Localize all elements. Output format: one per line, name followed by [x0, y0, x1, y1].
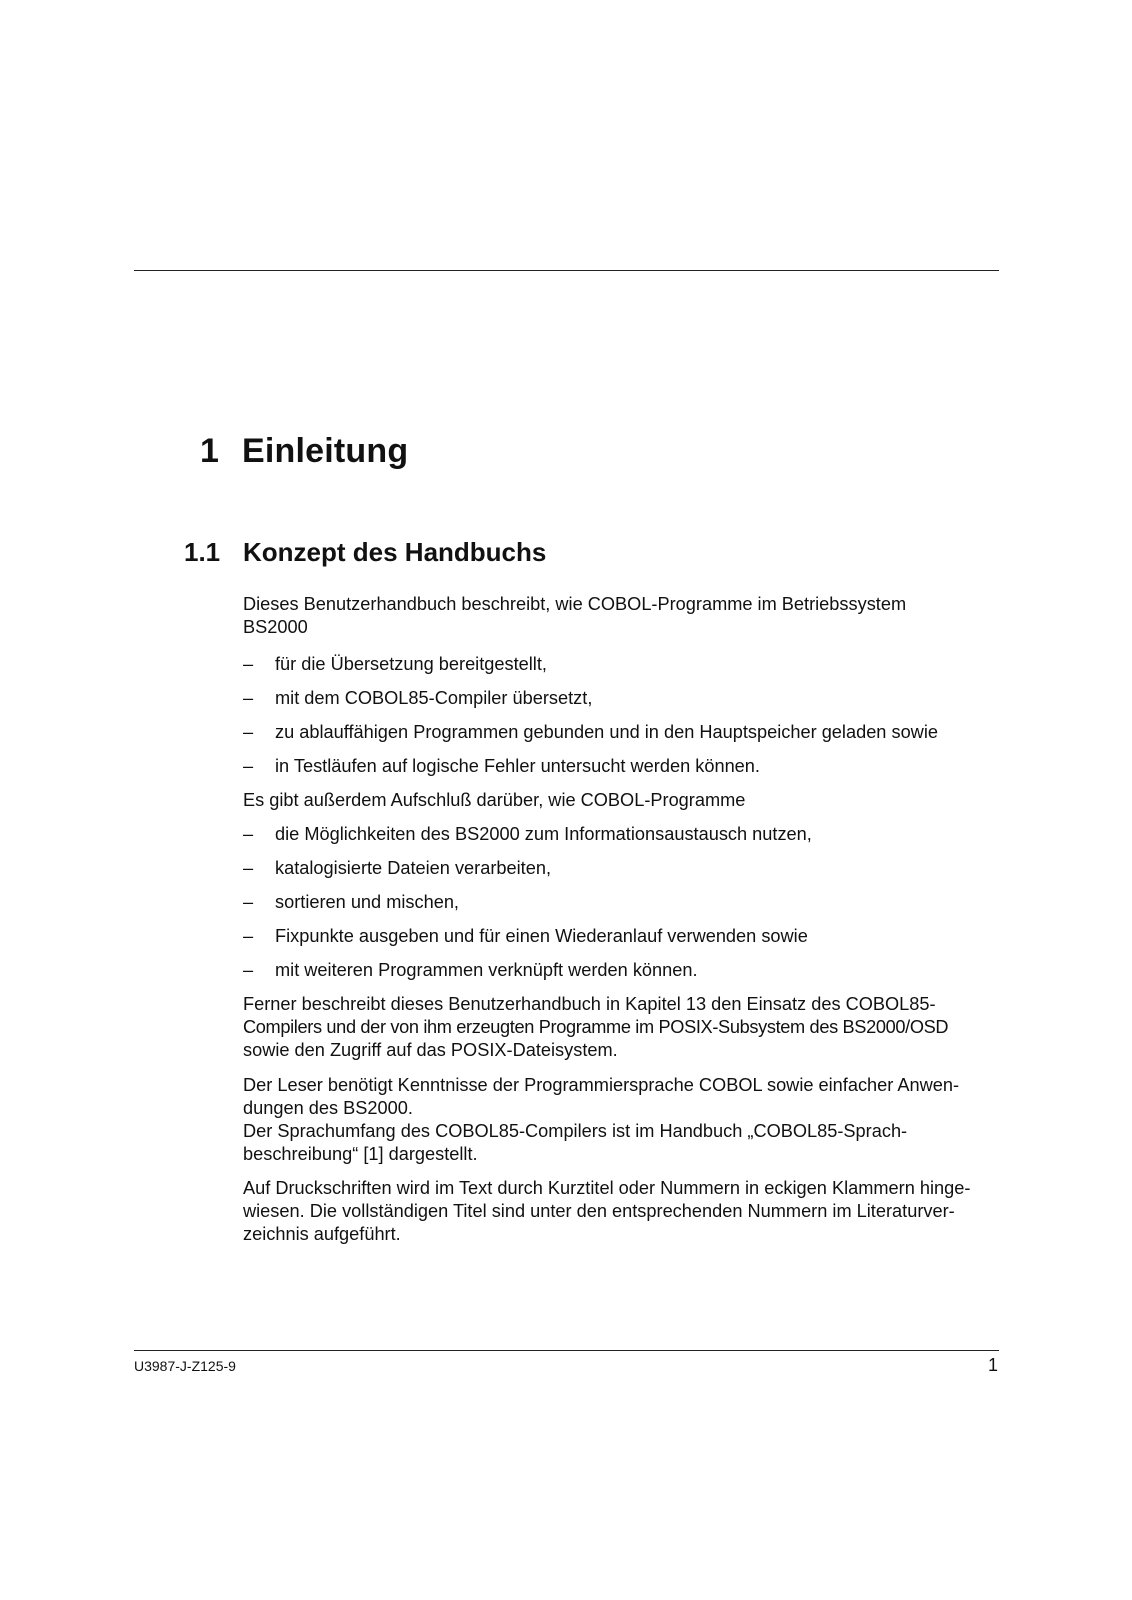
chapter-title	[200, 432, 408, 471]
list-item-text: sortieren und mischen,	[275, 892, 459, 912]
dash-marker: –	[243, 926, 254, 946]
list-item	[243, 891, 1003, 925]
section-title	[184, 537, 546, 568]
section-title-text: Konzept des Handbuchs	[243, 537, 547, 567]
info-paragraph	[243, 789, 1003, 812]
intro-line: Dieses Benutzerhandbuch beschreibt, wie COBOL-Programme im Betriebssystem	[243, 594, 907, 614]
paragraph-line: Auf Druckschriften wird im Text durch Kurztitel oder Nummern in eckigen Klammern hinge-	[243, 1178, 971, 1198]
list-item-text: in Testläufen auf logische Fehler untersucht werden können.	[275, 756, 760, 776]
intro-line: BS2000	[243, 617, 308, 637]
paragraph-line: zeichnis aufgeführt.	[243, 1224, 401, 1244]
list-item-text: Fixpunkte ausgeben und für einen Wiederanlauf verwenden sowie	[275, 926, 808, 946]
list-item-text: mit dem COBOL85-Compiler übersetzt,	[275, 688, 593, 708]
dash-marker: –	[243, 654, 254, 674]
list-item-text: die Möglichkeiten des BS2000 zum Informationsaustausch nutzen,	[275, 824, 812, 844]
dash-marker: –	[243, 756, 254, 776]
header-rule	[134, 270, 999, 271]
list-item	[243, 959, 1003, 993]
list-item	[243, 925, 1003, 959]
list-item	[243, 687, 1003, 721]
reader-paragraph	[243, 1074, 1003, 1166]
paragraph-line: Ferner beschreibt dieses Benutzerhandbuch in Kapitel 13 den Einsatz des COBOL85-	[243, 994, 936, 1014]
intro-paragraph	[243, 593, 1003, 639]
paragraph-line: dungen des BS2000.	[243, 1098, 413, 1118]
page-number: 1	[987, 1355, 998, 1375]
paragraph-line: Compilers und der von ihm erzeugten Programme im POSIX-Subsystem des BS2000/OSD	[243, 1017, 949, 1037]
section-number: 1.1	[184, 537, 221, 567]
capabilities-list	[243, 823, 1003, 993]
paragraph-line: Der Leser benötigt Kenntnisse der Programmiersprache COBOL sowie einfacher Anwen-	[243, 1075, 960, 1095]
paragraph-line: Es gibt außerdem Aufschluß darüber, wie COBOL-Programme	[243, 790, 746, 810]
document-id: U3987-J-Z125-9	[134, 1358, 236, 1374]
posix-paragraph	[243, 993, 1003, 1062]
paragraph-line: wiesen. Die vollständigen Titel sind unter den entsprechenden Nummern im Literaturver-	[243, 1201, 955, 1221]
paragraph-line: sowie den Zugriff auf das POSIX-Dateisystem.	[243, 1040, 618, 1060]
list-item-text: für die Übersetzung bereitgestellt,	[275, 654, 547, 674]
dash-marker: –	[243, 824, 254, 844]
list-item	[243, 653, 1003, 687]
list-item	[243, 857, 1003, 891]
paragraph-line: Der Sprachumfang des COBOL85-Compilers ist im Handbuch „COBOL85-Sprach-	[243, 1121, 908, 1141]
list-item	[243, 721, 1003, 755]
list-item-text: katalogisierte Dateien verarbeiten,	[275, 858, 552, 878]
dash-marker: –	[243, 892, 254, 912]
dash-marker: –	[243, 960, 254, 980]
list-item	[243, 823, 1003, 857]
compile-steps-list	[243, 653, 1003, 789]
list-item-text: mit weiteren Programmen verknüpft werden können.	[275, 960, 698, 980]
dash-marker: –	[243, 722, 254, 742]
paragraph-line: beschreibung“ [1] dargestellt.	[243, 1144, 478, 1164]
chapter-number: 1	[200, 432, 220, 470]
list-item-text: zu ablauffähigen Programmen gebunden und in den Hauptspeicher geladen sowie	[275, 722, 938, 742]
dash-marker: –	[243, 858, 254, 878]
chapter-title-text: Einleitung	[242, 432, 409, 470]
footer-rule	[134, 1350, 999, 1351]
dash-marker: –	[243, 688, 254, 708]
list-item	[243, 755, 1003, 789]
references-paragraph	[243, 1177, 1003, 1246]
